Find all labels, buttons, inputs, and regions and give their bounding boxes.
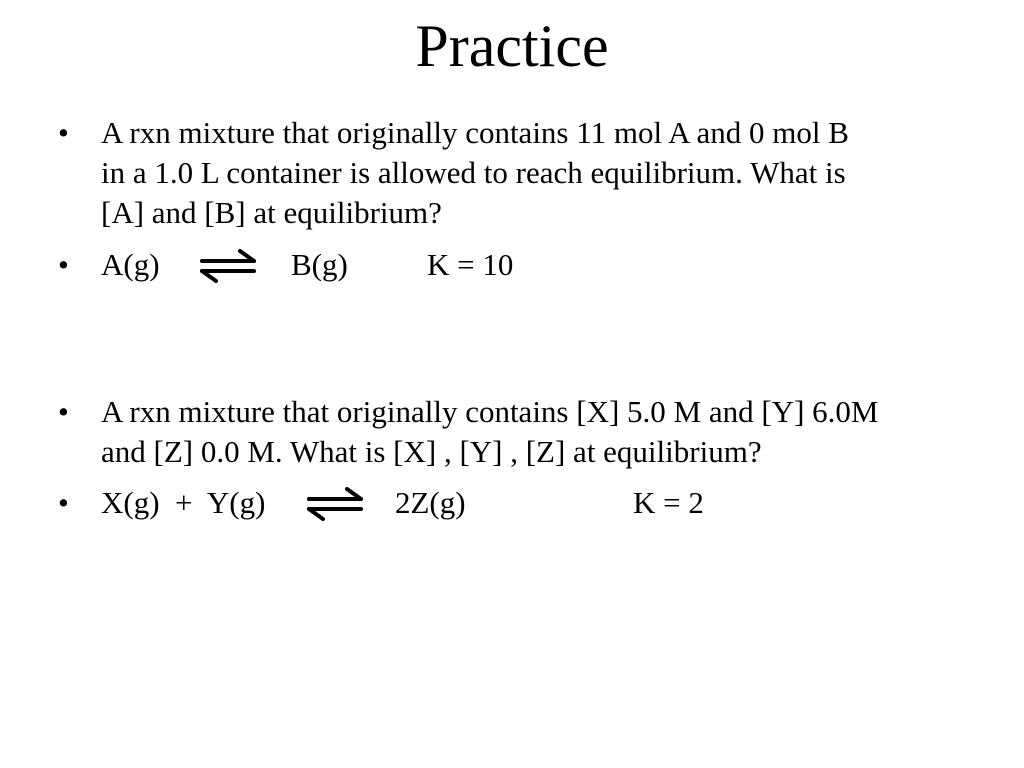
- bullet-point: •: [58, 394, 69, 429]
- equilibrium-arrow-icon: [305, 487, 365, 521]
- product-label: B(g): [291, 247, 348, 282]
- slide-title: Practice: [415, 13, 609, 79]
- reactant-label: A(g): [101, 247, 160, 282]
- product-label: 2Z(g): [395, 485, 466, 520]
- problem-1-question-text: A rxn mixture that originally contains 11 mol A and 0 mol B in a 1.0 L container is allowed to reach equilibrium. What is [A] and [B] at equilibrium?: [101, 115, 849, 230]
- equilibrium-constant: K = 10: [427, 247, 514, 282]
- bullet-point: •: [58, 485, 69, 520]
- problem-2-question: [58, 392, 978, 472]
- bullet-point: •: [58, 247, 69, 282]
- problem-2-reaction: [58, 483, 958, 523]
- problem-1-reaction: [58, 245, 958, 285]
- problem-1-question: [58, 113, 978, 233]
- equilibrium-constant: K = 2: [633, 485, 704, 520]
- equilibrium-arrow-icon: [198, 249, 258, 283]
- reactants-label: X(g) + Y(g): [101, 485, 266, 520]
- problem-2-question-text: A rxn mixture that originally contains [X] 5.0 M and [Y] 6.0M and [Z] 0.0 M. What is [X] , [Y] , [Z] at equilibrium?: [101, 394, 879, 469]
- bullet-point: •: [58, 115, 69, 150]
